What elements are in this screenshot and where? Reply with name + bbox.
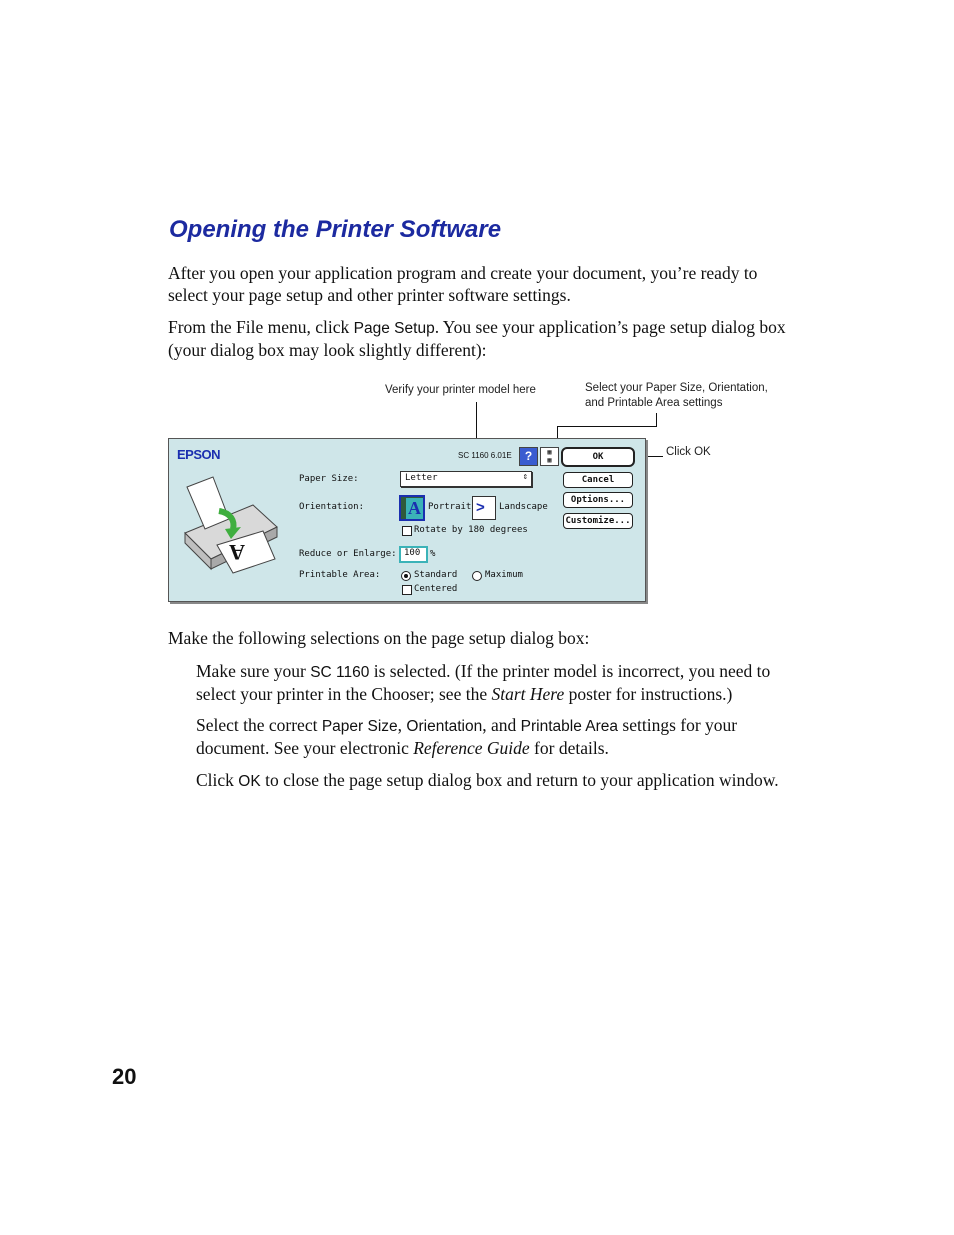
reduce-enlarge-input[interactable] [399, 546, 428, 563]
rotate-checkbox[interactable] [402, 526, 412, 536]
preview-glyph: A [229, 540, 245, 565]
orientation-text: Orientation [406, 718, 483, 735]
ok-button[interactable] [561, 447, 635, 467]
portrait-icon[interactable] [399, 495, 425, 521]
customize-button[interactable]: Customize... [563, 513, 633, 529]
portrait-label: Portrait [428, 502, 472, 512]
paper-size-select[interactable] [400, 471, 532, 487]
callout-verify-model: Verify your printer model here [385, 384, 536, 396]
text-run: to close the page setup dialog box and return to your application window. [260, 770, 779, 790]
percent-label: % [430, 549, 436, 559]
ok-text: OK [238, 773, 261, 790]
start-here-title: Start Here [491, 683, 565, 704]
reduce-enlarge-value: 100 [404, 548, 421, 558]
ok-button-label: OK [592, 452, 604, 462]
text-run: is selected. (If the printer model is incorrect, you need to select your printer in the Chooser; see the [196, 661, 771, 704]
text-run: settings for your document. See your electronic [196, 715, 738, 758]
portrait-glyph: A [408, 498, 421, 518]
text-run: Select the correct [196, 715, 322, 735]
text-run: , and [482, 715, 521, 735]
intro-paragraph: After you open your application program and create your document, you’re ready to select your page setup and other printer software settings. [168, 263, 758, 305]
landscape-label: Landscape [499, 502, 548, 512]
paper-size-label: Paper Size: [299, 474, 359, 484]
landscape-icon[interactable] [472, 496, 496, 520]
text-run: , [397, 715, 407, 735]
printable-area-text: Printable Area [520, 718, 619, 735]
options-button[interactable]: Options... [563, 492, 633, 508]
page-setup-command: Page Setup [353, 320, 435, 337]
version-info-icon[interactable]: ▦ ▦ [540, 447, 559, 466]
callout-line: and Printable Area settings [585, 397, 723, 409]
cancel-button[interactable]: Cancel [563, 472, 633, 488]
step-1 [196, 661, 788, 705]
make-selections-paragraph: Make the following selections on the page setup dialog box: [168, 628, 590, 648]
printer-illustration [183, 473, 285, 577]
centered-checkbox[interactable] [402, 585, 412, 595]
paper-size-value: Letter [405, 473, 438, 483]
question-mark-icon[interactable]: ? [519, 447, 538, 466]
page-setup-paragraph [168, 317, 788, 361]
text-run: poster for instructions.) [564, 683, 733, 704]
callout-click-ok: Click OK [666, 446, 711, 458]
callout-line: Select your Paper Size, Orientation, [585, 382, 768, 394]
step-2 [196, 715, 788, 759]
page-setup-dialog [168, 438, 646, 602]
section-heading: Opening the Printer Software [169, 216, 502, 243]
text-run: for details. [529, 737, 609, 758]
standard-radio[interactable] [401, 571, 411, 581]
paper-size-text: Paper Size [321, 718, 398, 735]
step-3 [196, 770, 788, 793]
text-run: Make sure your [196, 661, 311, 681]
orientation-label: Orientation: [299, 502, 365, 512]
printable-area-label: Printable Area: [299, 570, 381, 580]
page-number: 20 [112, 1064, 137, 1089]
rotate-label: Rotate by 180 degrees [414, 525, 528, 535]
printer-model-label: SC 1160 6.01E [458, 451, 512, 460]
reference-guide-title: Reference Guide [413, 737, 530, 758]
text-run: From the File menu, click [168, 317, 354, 337]
maximum-radio[interactable] [472, 571, 482, 581]
reduce-enlarge-label: Reduce or Enlarge: [299, 549, 397, 559]
centered-label: Centered [414, 584, 458, 594]
maximum-label: Maximum [485, 570, 523, 580]
leader-line-select-top [557, 426, 657, 427]
text-run: . You see your application’s page setup dialog box (your dialog box may look slightly different): [168, 317, 786, 360]
leader-line-select-stem [656, 413, 657, 427]
popup-arrows-icon: ⇕ [522, 472, 528, 482]
landscape-glyph: > [476, 499, 485, 516]
printer-model-text: SC 1160 [310, 664, 370, 681]
callout-select-settings [585, 381, 768, 411]
text-run: Click [196, 770, 239, 790]
epson-logo: EPSON [177, 447, 221, 462]
standard-label: Standard [414, 570, 458, 580]
